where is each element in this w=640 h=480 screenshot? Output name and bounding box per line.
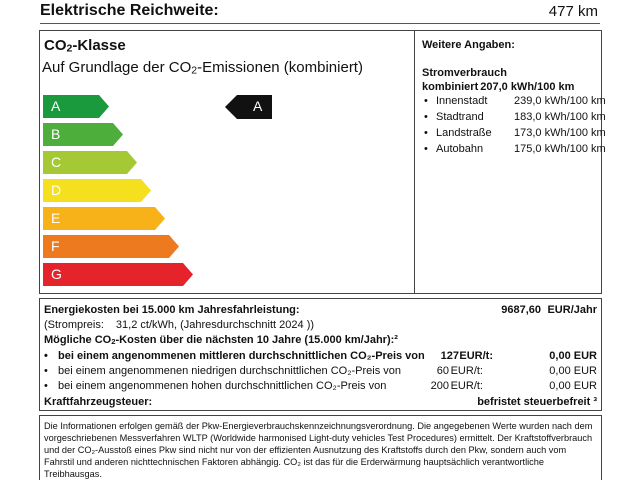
co2-class-bar-c xyxy=(43,151,137,174)
consumption-item-name: Stadtrand xyxy=(436,111,484,123)
co2-price-unit: EUR/t: xyxy=(450,365,483,377)
co2-cost-value: 0,00 EUR xyxy=(549,380,597,392)
co2-costs-heading: Mögliche $CO_2$-Kosten über die nächsten 10 Jahre (15.000 km/Jahr):² xyxy=(44,334,398,347)
energy-costs-unit: EUR/Jahr xyxy=(547,304,597,316)
consumption-item xyxy=(422,125,606,141)
co2-class-letter: F xyxy=(51,238,60,254)
bullet: • xyxy=(424,95,428,107)
bullet: • xyxy=(424,111,428,123)
co2-class-bar-b xyxy=(43,123,123,146)
co2-class-letter: G xyxy=(51,266,62,282)
consumption-item xyxy=(422,93,606,109)
co2-cost-value: 0,00 EUR xyxy=(549,365,597,377)
current-class-pointer xyxy=(225,95,272,119)
co2-price-unit: EUR/t: xyxy=(459,350,493,362)
consumption-title: Stromverbrauch xyxy=(422,67,507,79)
energy-costs-label: Energiekosten bei 15.000 km Jahresfahrleistung: xyxy=(44,304,300,316)
vehicle-tax-label: Kraftfahrzeugsteuer: xyxy=(44,396,153,408)
bullet: • xyxy=(44,365,48,377)
energy-costs-value: 9687,60 xyxy=(501,304,541,316)
further-info-heading: Weitere Angaben: xyxy=(422,39,515,51)
co2-cost-row-text: bei einem angenommenen mittleren durchschnittlichen CO₂-Preis von xyxy=(58,350,425,362)
co2-class-letter: B xyxy=(51,126,61,142)
consumption-item-name: Innenstadt xyxy=(436,95,488,107)
bullet: • xyxy=(44,350,48,362)
consumption-item-value: 175,0 kWh/100 km xyxy=(514,143,606,155)
further-info-panel xyxy=(422,39,606,157)
co2-class-letter: D xyxy=(51,182,62,198)
co2-class-bar-d xyxy=(43,179,151,202)
co2-cost-row-text: bei einem angenommenen niedrigen durchschnittlichen CO₂-Preis von xyxy=(58,365,402,377)
consumption-combined: kombiniert 207,0 kWh/100 km xyxy=(422,81,575,93)
co2-label-box xyxy=(39,30,606,294)
bullet: • xyxy=(424,143,428,155)
co2-class-title: $CO_2$-Klasse xyxy=(44,37,126,55)
co2-class-bar-a xyxy=(43,95,109,118)
costs-box xyxy=(39,298,602,411)
consumption-item xyxy=(422,141,606,157)
co2-class-subtitle: Auf Grundlage der $CO_2$-Emissionen (kombiniert) xyxy=(42,59,363,77)
consumption-item xyxy=(422,109,606,125)
co2-price: 200 xyxy=(430,380,449,392)
co2-class-letter: A xyxy=(51,98,61,114)
consumption-item-name: Landstraße xyxy=(436,127,492,139)
range-row xyxy=(40,0,600,24)
co2-cost-row-text: bei einem angenommenen hohen durchschnittlichen CO₂-Preis von xyxy=(58,380,387,392)
co2-cost-value: 0,00 EUR xyxy=(549,350,597,362)
range-label: Elektrische Reichweite: xyxy=(40,2,219,19)
co2-price-unit: EUR/t: xyxy=(450,380,483,392)
consumption-list xyxy=(422,93,606,157)
consumption-item-value: 183,0 kWh/100 km xyxy=(514,111,606,123)
range-value: 477 km xyxy=(548,3,598,20)
co2-class-bar-f xyxy=(43,235,179,258)
co2-class-letter: C xyxy=(51,154,62,170)
vehicle-tax-value: befristet steuerbefreit ³ xyxy=(477,396,597,408)
range-divider xyxy=(40,23,600,24)
co2-price: 127 xyxy=(440,350,459,362)
consumption-item-value: 239,0 kWh/100 km xyxy=(514,95,606,107)
current-class-letter: A xyxy=(253,98,263,114)
electricity-price-line: (Strompreis: 31,2 ct/kWh, (Jahresdurchschnitt 2024 )) xyxy=(44,319,315,331)
consumption-item-name: Autobahn xyxy=(436,143,484,155)
bullet: • xyxy=(424,127,428,139)
co2-class-bar-g xyxy=(43,263,193,286)
consumption-item-value: 173,0 kWh/100 km xyxy=(514,127,606,139)
info-disclaimer: Die Informationen erfolgen gemäß der Pkw-Energieverbrauchskennzeichnungsverordnung. Die angegebenen Werte wurden nach dem vorgeschriebenen Messverfahren WLTP (Worldwide harmonised Light-duty vehicles Test Procedures) ermittelt. Der Kraftstoffverbrauch und der CO₂-Ausstoß eines Pkw sind nicht nur von der effizienten Ausnutzung des Kraftstoffs durch den Pkw, sondern auch vom Fahrstil und anderen nichttechnischen Faktoren abhängig. CO₂ ist das für die Erderwärmung hauptsächlich verantwortliche Treibhausgas. xyxy=(39,415,602,480)
box-divider xyxy=(414,31,415,293)
co2-class-bar-e xyxy=(43,207,165,230)
bullet: • xyxy=(44,380,48,392)
co2-price: 60 xyxy=(436,365,449,377)
co2-class-letter: E xyxy=(51,210,61,226)
